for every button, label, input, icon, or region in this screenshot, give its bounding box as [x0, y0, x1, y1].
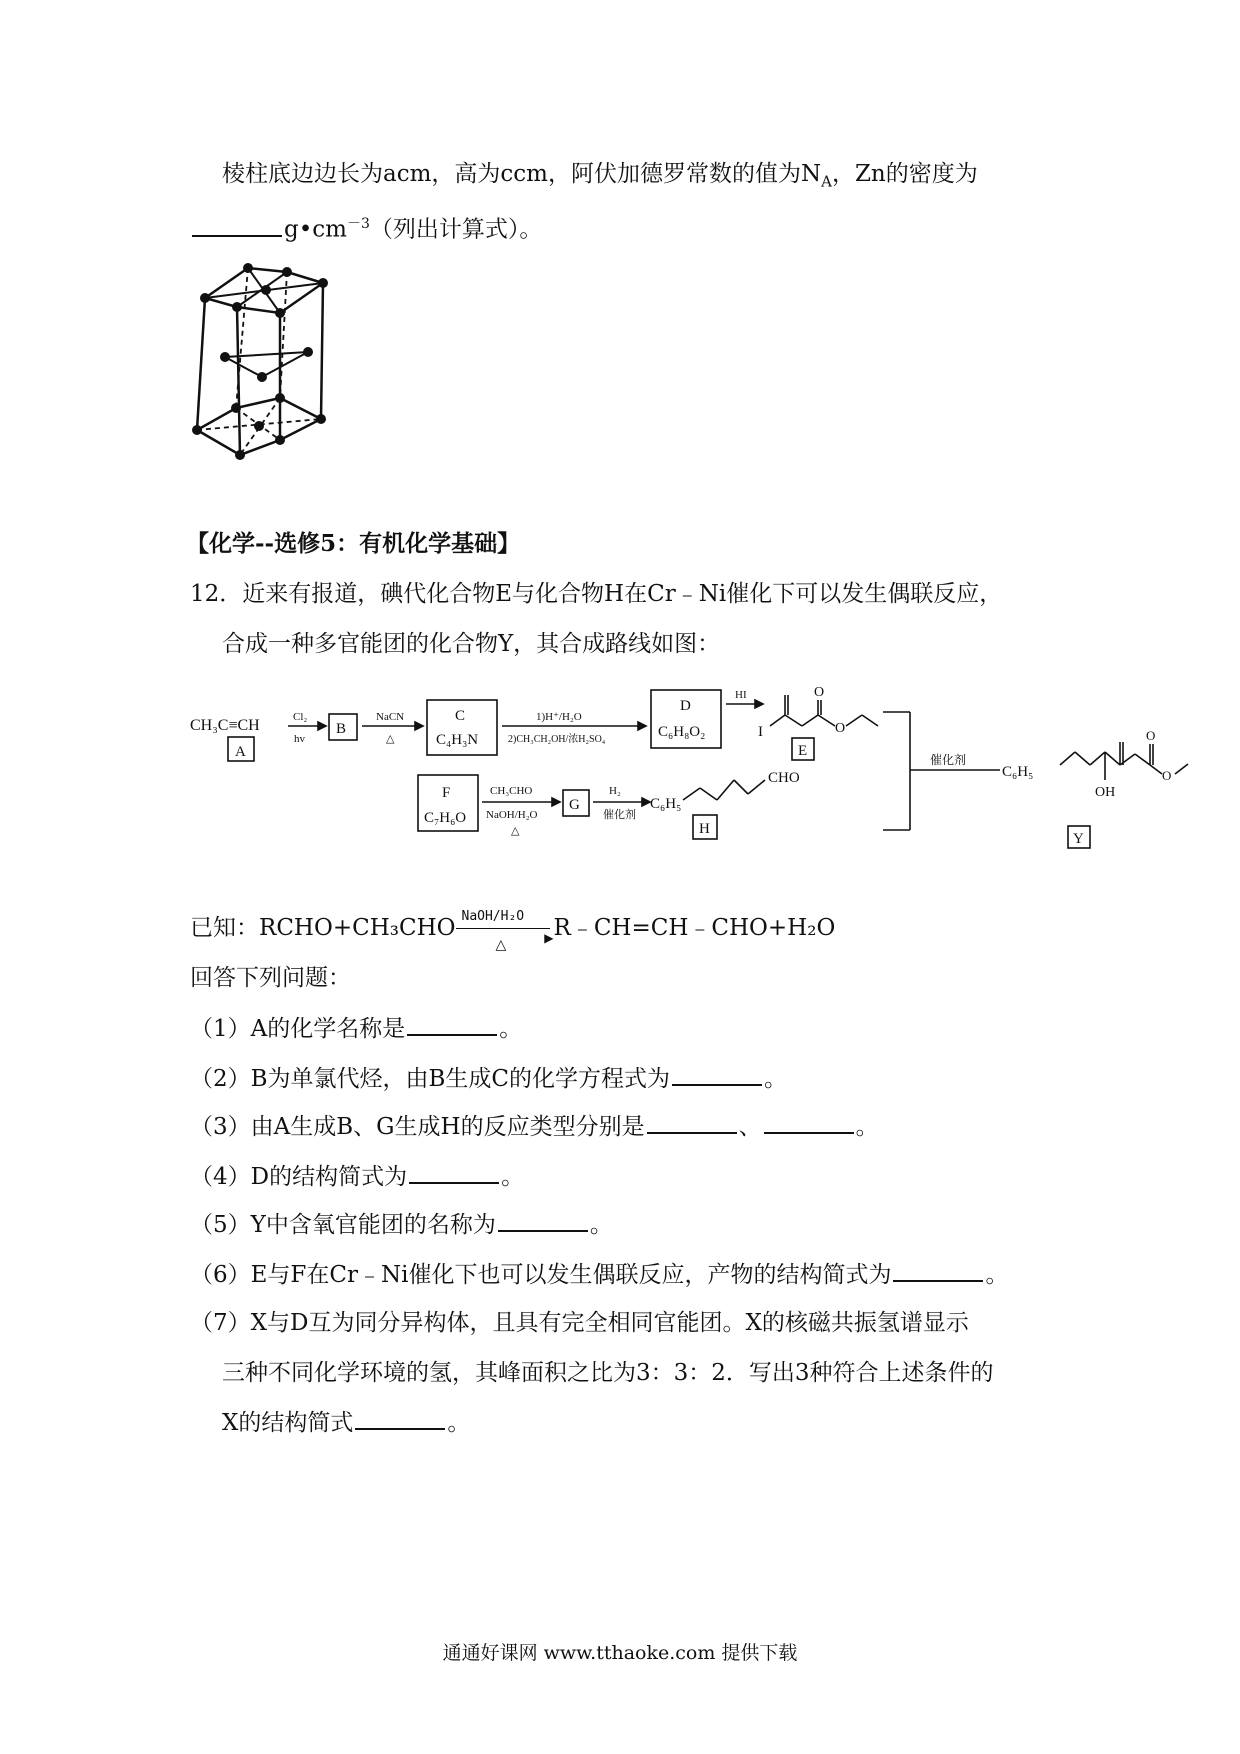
b-label: B: [336, 721, 347, 737]
known-reaction: [190, 909, 836, 953]
part-3-mid: 、: [738, 1114, 762, 1140]
part-2: [190, 1062, 787, 1095]
e-oxygen-1: O: [814, 685, 825, 700]
part-7-line-3: [222, 1406, 470, 1439]
ch3cho-label: CH₃CHO: [490, 785, 533, 797]
a-formula: CH₃C≡CH: [190, 717, 260, 734]
c-label: C: [455, 708, 466, 724]
known-arrow: [456, 909, 554, 953]
d-label: D: [680, 698, 691, 714]
part-5-text: （5）Y中含氧官能团的名称为: [190, 1212, 496, 1238]
hv-label: hv: [294, 733, 305, 745]
part-6: [190, 1258, 1008, 1291]
na-subscript: A: [821, 172, 832, 191]
part-2-blank[interactable]: [672, 1062, 762, 1086]
intro-line-1: [222, 158, 978, 198]
part-3-blank-2[interactable]: [764, 1110, 854, 1134]
catalyst-h: 催化剂: [603, 809, 636, 821]
intro-text: 棱柱底边边长为acm，高为ccm，阿伏加德罗常数的值为N: [222, 161, 822, 187]
y-oh: OH: [1095, 785, 1116, 800]
iodo-label: I: [758, 724, 763, 740]
part-5: [190, 1208, 613, 1241]
h2-label: H₂: [609, 785, 621, 797]
part-6-text: （6）E与F在Cr﹣Ni催化下也可以发生偶联反应，产物的结构简式为: [190, 1262, 892, 1288]
known-cond-bottom: △: [495, 937, 507, 953]
nacn-label: NaCN: [376, 711, 405, 723]
d-formula: C₆H₈O₂: [658, 724, 706, 740]
y-label: Y: [1073, 831, 1084, 847]
part-3: [190, 1110, 879, 1143]
part-4-tail: 。: [501, 1164, 525, 1190]
f-label: F: [442, 785, 451, 801]
part-7-tail: 。: [447, 1410, 471, 1436]
part-1-blank[interactable]: [407, 1012, 497, 1036]
section-title: 【化学--选修5：有机化学基础】: [186, 530, 521, 557]
delta-label-2: △: [511, 825, 520, 837]
part-5-tail: 。: [589, 1212, 613, 1238]
h-cho: CHO: [768, 770, 800, 786]
h-c6h5: C₆H₅: [650, 796, 682, 812]
known-product: R﹣CH=CH﹣CHO+H₂O: [553, 915, 836, 941]
hexagonal-prism-figure: [180, 255, 380, 470]
a-label: A: [235, 744, 246, 760]
part-4-text: （4）D的结构简式为: [190, 1164, 408, 1190]
footer: 通通好课网 www.tthaoke.com 提供下载: [442, 1642, 798, 1664]
known-prefix: 已知：RCHO+CH₃CHO: [190, 915, 456, 941]
hi-label: HI: [735, 689, 747, 701]
h-label: H: [699, 821, 710, 837]
intro-line-2: [190, 208, 542, 246]
part-7-line-2: 三种不同化学环境的氢，其峰面积之比为3：3：2．写出3种符合上述条件的: [222, 1360, 994, 1386]
known-cond-top: NaOH/H₂O: [461, 909, 525, 924]
e-oxygen-2: O: [835, 721, 846, 736]
part-1: [190, 1012, 522, 1045]
e-label: E: [798, 743, 808, 759]
part-7-text: X的结构简式: [222, 1410, 354, 1436]
part-4: [190, 1160, 524, 1193]
unit-sup: －3: [346, 216, 370, 232]
answer-prompt: 回答下列问题：: [190, 965, 351, 991]
unit: g•cm: [284, 216, 347, 243]
part-7-line-1: （7）X与D互为同分异构体，且具有完全相同官能团。X的核磁共振氢谱显示: [190, 1310, 969, 1336]
part-3-blank-1[interactable]: [647, 1110, 737, 1134]
f-formula: C₇H₆O: [424, 810, 467, 826]
question-line-1: 12．近来有报道，碘代化合物E与化合物H在Cr﹣Ni催化下可以发生偶联反应，: [190, 581, 1003, 607]
part-4-blank[interactable]: [409, 1160, 499, 1184]
c-formula: C₄H₃N: [436, 732, 479, 748]
y-c6h5: C₆H₅: [1002, 764, 1034, 780]
part-6-blank[interactable]: [893, 1258, 983, 1282]
cond1-label: 1)H⁺/H₂O: [536, 711, 582, 723]
part-3-text: （3）由A生成B、G生成H的反应类型分别是: [190, 1114, 645, 1140]
delta-label: △: [386, 733, 395, 745]
part-7-blank[interactable]: [355, 1406, 445, 1430]
cond2-label: 2)CH₃CH₂OH/浓H₂SO₄: [508, 734, 606, 745]
intro-tail: ，Zn的密度为: [831, 161, 978, 187]
part-2-text: （2）B为单氯代烃，由B生成C的化学方程式为: [190, 1066, 671, 1092]
part-2-tail: 。: [764, 1066, 788, 1092]
g-label: G: [569, 797, 580, 813]
catalyst-y: 催化剂: [930, 753, 967, 767]
part-5-blank[interactable]: [498, 1208, 588, 1232]
y-oxygen-1: O: [1146, 728, 1156, 743]
part-1-tail: 。: [499, 1016, 523, 1042]
naoh-label: NaOH/H₂O: [486, 809, 538, 821]
synthesis-scheme: [190, 680, 1190, 860]
known-arrow-head: ▶: [544, 931, 554, 945]
y-oxygen-2: O: [1162, 768, 1172, 783]
unit-tail: （列出计算式）。: [369, 216, 543, 243]
question-line-2: 合成一种多官能团的化合物Y，其合成路线如图：: [222, 631, 721, 657]
cl2-label: Cl₂: [293, 711, 308, 723]
part-1-text: （1）A的化学名称是: [190, 1016, 406, 1042]
part-3-tail: 。: [855, 1114, 879, 1140]
part-6-tail: 。: [985, 1262, 1009, 1288]
answer-blank[interactable]: [192, 213, 282, 237]
